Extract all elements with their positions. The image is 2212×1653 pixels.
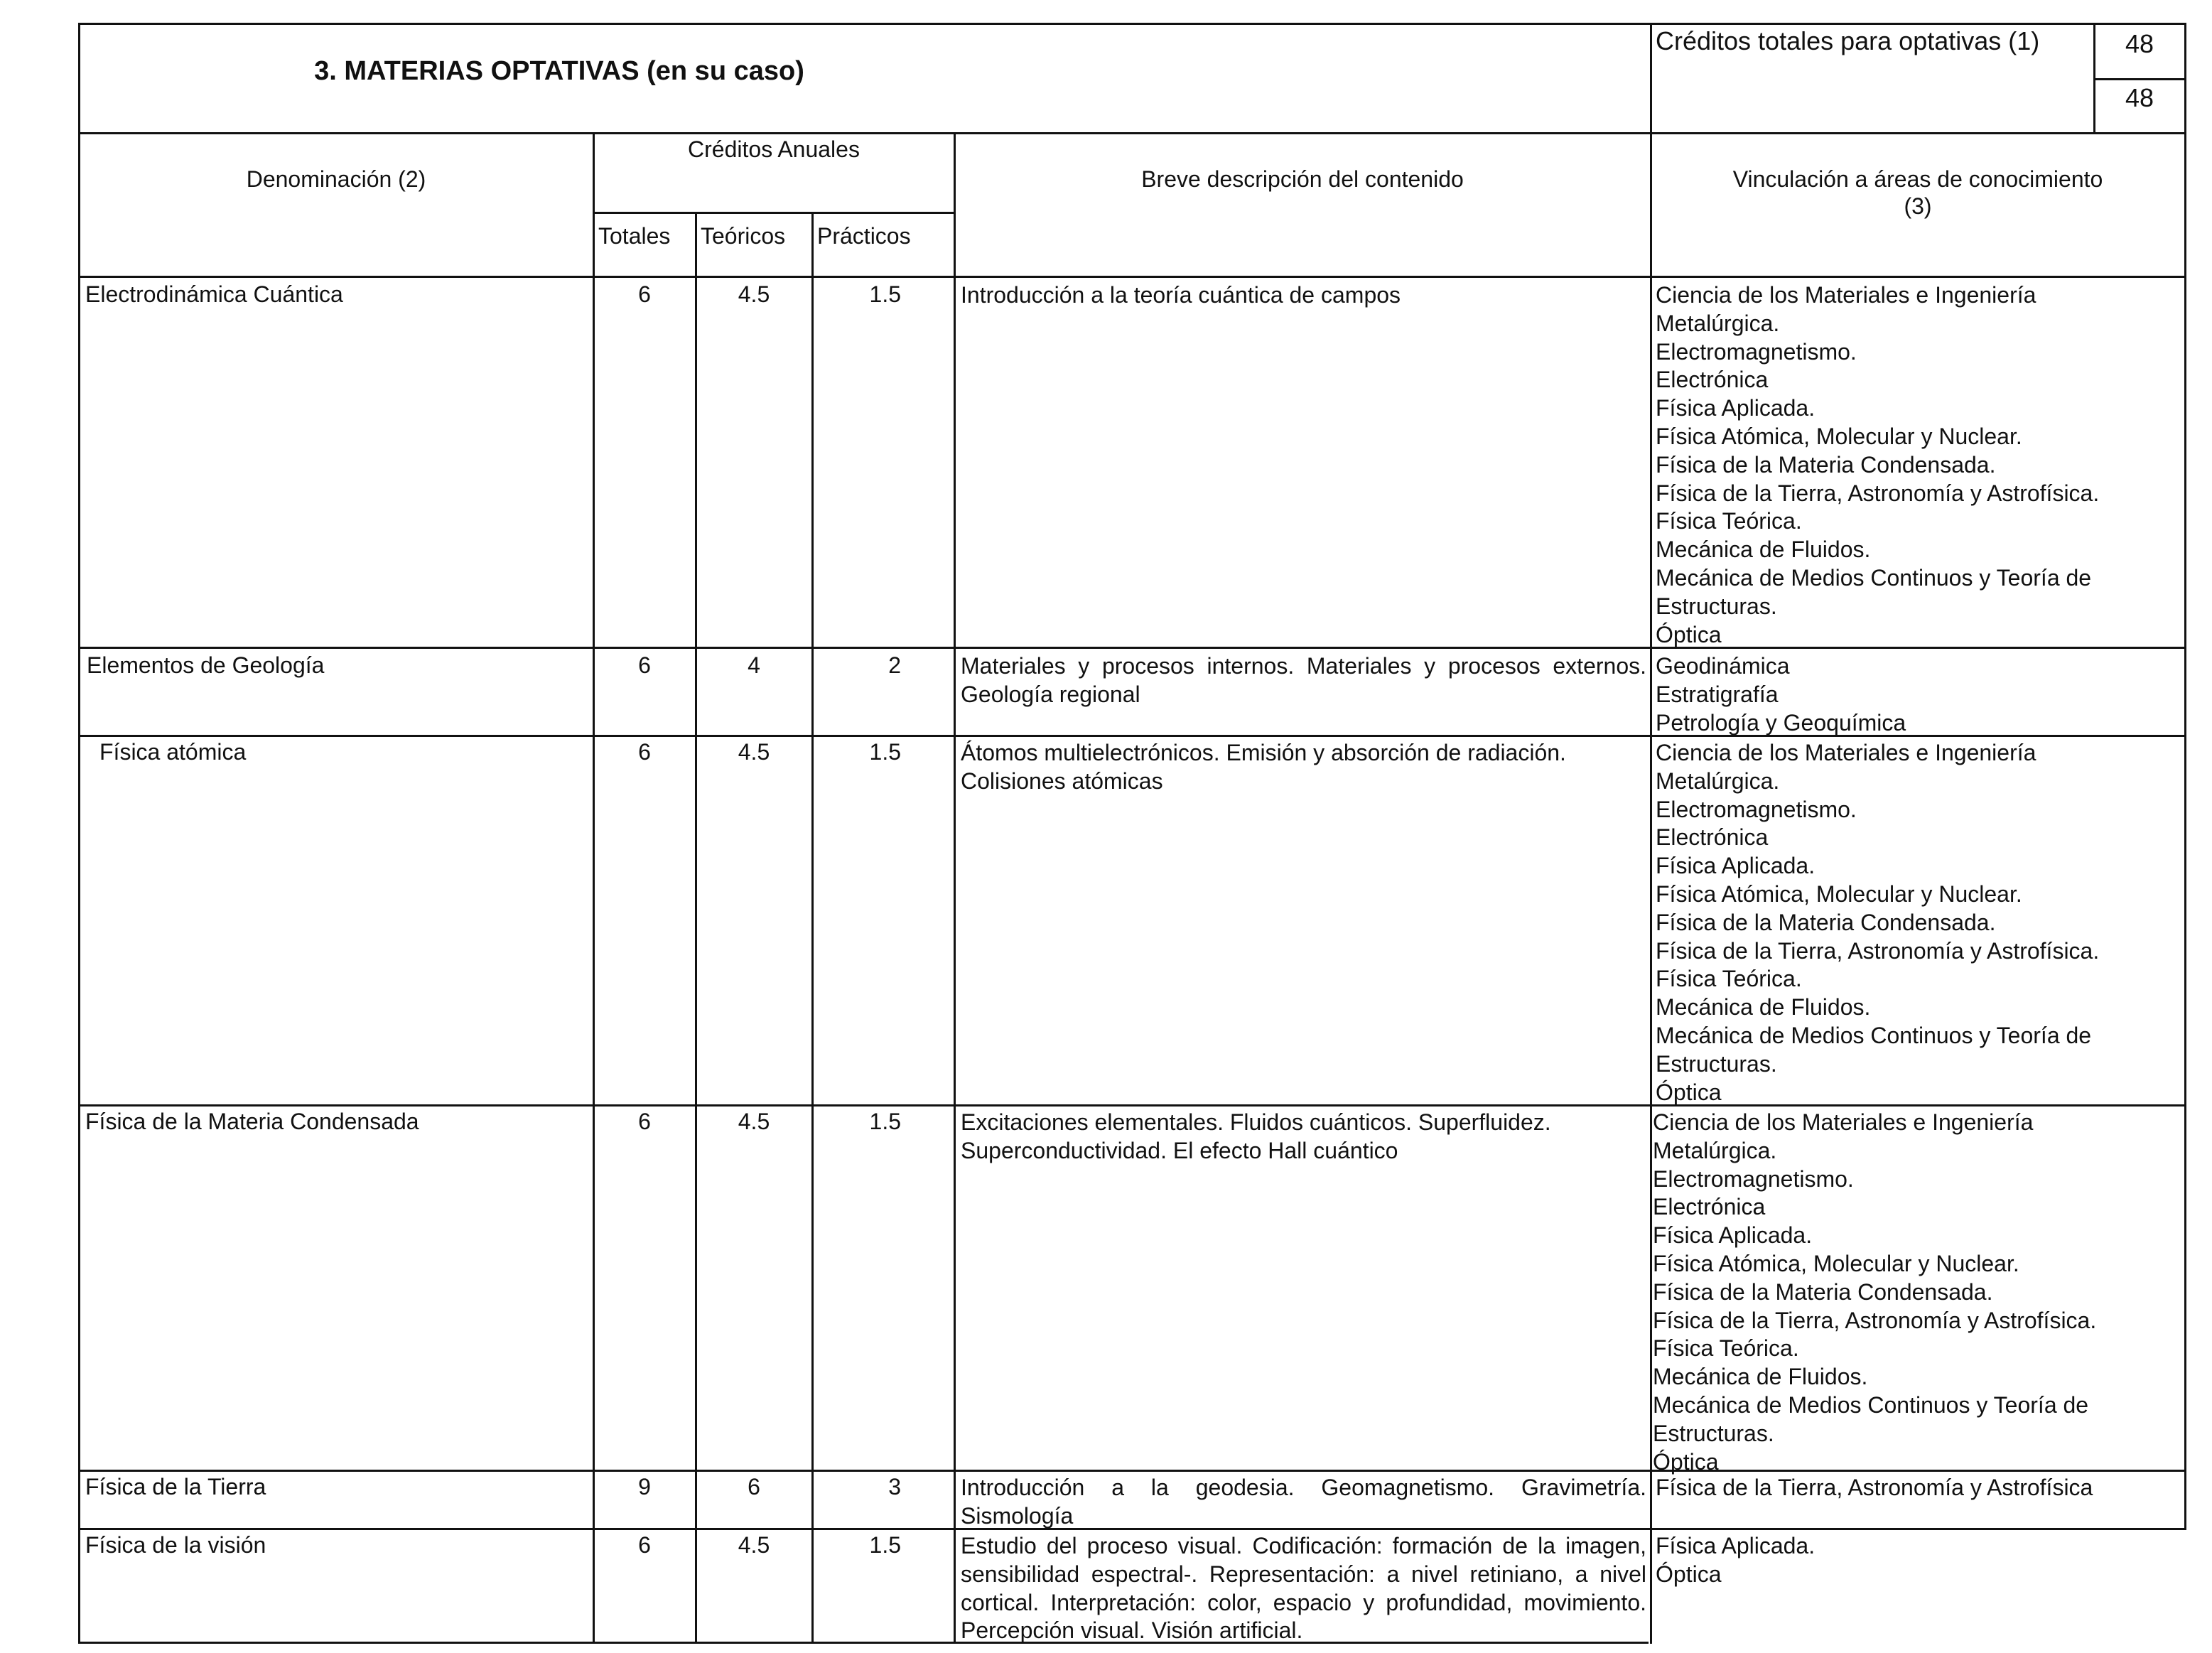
subject-name: Elementos de Geología: [87, 652, 325, 678]
knowledge-area-item: Estructuras.: [1656, 1050, 1777, 1077]
credits-practicos: 1.5: [869, 281, 901, 307]
knowledge-areas: [1653, 1109, 2182, 1476]
subject-name: Física de la visión: [85, 1532, 266, 1558]
credits-practicos: 1.5: [869, 1109, 901, 1134]
knowledge-area-item: Electrónica: [1653, 1194, 1766, 1220]
knowledge-area-item: Metalúrgica.: [1653, 1137, 1777, 1163]
knowledge-area-item: Ciencia de los Materiales e Ingeniería: [1653, 1109, 2034, 1135]
knowledge-area-item: Ciencia de los Materiales e Ingeniería: [1656, 282, 2036, 308]
column-header-vinculacion-note: (3): [1904, 193, 1932, 219]
knowledge-areas: [1656, 281, 2181, 649]
knowledge-area-item: Electrónica: [1656, 824, 1769, 851]
subject-name: Física de la Tierra: [85, 1474, 266, 1499]
knowledge-area-item: Física Atómica, Molecular y Nuclear.: [1653, 1250, 2019, 1276]
subject-description: Introducción a la geodesia. Geomagnetismo. Gravimetría. Sismología: [961, 1475, 1646, 1529]
column-header-creditos-anuales: Créditos Anuales: [688, 136, 860, 162]
column-header-practicos: Prácticos: [817, 223, 911, 249]
knowledge-area-item: Óptica: [1656, 1561, 1722, 1587]
credits-practicos: 1.5: [869, 1532, 901, 1558]
knowledge-area-item: Física Teórica.: [1653, 1335, 1799, 1362]
credits-totales: 6: [638, 1532, 651, 1558]
knowledge-areas: [1656, 739, 2181, 1107]
credits-teoricos: 4.5: [738, 739, 770, 765]
knowledge-area-item: Electromagnetismo.: [1656, 796, 1857, 822]
knowledge-area-item: Geodinámica: [1656, 653, 1790, 679]
knowledge-areas: [1656, 1474, 2181, 1502]
credits-teoricos: 6: [748, 1474, 760, 1499]
subject-description: Átomos multielectrónicos. Emisión y absorción de radiación. Colisiones atómicas: [961, 740, 1566, 794]
knowledge-area-item: Metalúrgica.: [1656, 768, 1780, 794]
knowledge-area-item: Física de la Tierra, Astronomía y Astrofísica.: [1656, 480, 2100, 506]
subject-name: Electrodinámica Cuántica: [85, 281, 343, 307]
knowledge-area-item: Física de la Materia Condensada.: [1656, 909, 1996, 935]
knowledge-area-item: Óptica: [1653, 1448, 1719, 1475]
knowledge-area-item: Física Aplicada.: [1656, 1533, 1816, 1558]
knowledge-area-item: Física de la Materia Condensada.: [1656, 451, 1996, 478]
knowledge-area-item: Física Teórica.: [1656, 508, 1802, 534]
subject-description: Introducción a la teoría cuántica de campos: [961, 282, 1401, 308]
column-header-denominacion: Denominación (2): [246, 166, 426, 192]
credits-totales: 6: [638, 739, 651, 765]
knowledge-area-item: Estructuras.: [1656, 593, 1777, 619]
knowledge-area-item: Física Aplicada.: [1656, 395, 1816, 421]
credits-total-label: Créditos totales para optativas (1): [1656, 26, 2040, 55]
knowledge-area-item: Física de la Tierra, Astronomía y Astrofísica.: [1656, 937, 2100, 964]
knowledge-area-item: Óptica: [1656, 621, 1722, 647]
knowledge-area-item: Física de la Tierra, Astronomía y Astrofísica.: [1653, 1307, 2097, 1333]
credits-teoricos: 4: [748, 652, 760, 678]
knowledge-area-item: Estratigrafía: [1656, 681, 1779, 707]
subject-description: Estudio del proceso visual. Codificación: formación de la imagen, sensibilidad espectral-. Representación: a nivel retiniano, a nivel cortical. Interpretación: color, espacio y profundidad, movimiento. Percepción visual. Visión artificial.: [961, 1533, 1646, 1644]
credits-totales: 9: [638, 1474, 651, 1499]
credits-totales: 6: [638, 1109, 651, 1134]
knowledge-area-item: Estructuras.: [1653, 1420, 1774, 1446]
credits-totales: 6: [638, 281, 651, 307]
knowledge-area-item: Física de la Materia Condensada.: [1653, 1278, 1993, 1305]
credits-practicos: 3: [888, 1474, 901, 1499]
page-title: 3. MATERIAS OPTATIVAS (en su caso): [314, 56, 804, 86]
credits-teoricos: 4.5: [738, 1109, 770, 1134]
knowledge-area-item: Mecánica de Medios Continuos y Teoría de: [1656, 1022, 2092, 1048]
knowledge-area-item: Ciencia de los Materiales e Ingeniería: [1656, 740, 2036, 765]
subject-name: Física atómica: [99, 739, 247, 765]
knowledge-area-item: Electromagnetismo.: [1656, 338, 1857, 365]
knowledge-area-item: Física Teórica.: [1656, 966, 1802, 992]
knowledge-area-item: Mecánica de Medios Continuos y Teoría de: [1653, 1391, 2089, 1418]
knowledge-area-item: Física de la Tierra, Astronomía y Astrofísica: [1656, 1475, 2093, 1500]
knowledge-area-item: Petrología y Geoquímica: [1656, 709, 1906, 736]
credits-practicos: 1.5: [869, 739, 901, 765]
knowledge-area-item: Física Aplicada.: [1653, 1222, 1813, 1249]
knowledge-areas: [1656, 1532, 2181, 1589]
knowledge-area-item: Mecánica de Fluidos.: [1656, 994, 1871, 1021]
subject-description: Excitaciones elementales. Fluidos cuánticos. Superfluidez. Superconductividad. El efecto Hall cuántico: [961, 1109, 1551, 1163]
knowledge-area-item: Física Atómica, Molecular y Nuclear.: [1656, 423, 2022, 449]
credits-totales: 6: [638, 652, 651, 678]
knowledge-area-item: Óptica: [1656, 1079, 1722, 1105]
knowledge-area-item: Física Atómica, Molecular y Nuclear.: [1656, 881, 2022, 907]
knowledge-area-item: Mecánica de Fluidos.: [1656, 537, 1871, 563]
subject-name: Física de la Materia Condensada: [85, 1109, 419, 1134]
column-header-totales: Totales: [598, 223, 671, 249]
knowledge-areas: [1656, 652, 2181, 737]
knowledge-area-item: Mecánica de Fluidos.: [1653, 1364, 1868, 1390]
knowledge-area-item: Electrónica: [1656, 367, 1769, 393]
credits-teoricos: 4.5: [738, 281, 770, 307]
subject-description: Materiales y procesos internos. Materiales y procesos externos. Geología regional: [961, 653, 1646, 707]
knowledge-area-item: Metalúrgica.: [1656, 310, 1780, 336]
column-header-vinculacion: Vinculación a áreas de conocimiento: [1732, 166, 2103, 192]
credits-total-value: 48: [2125, 83, 2154, 112]
column-header-descripcion: Breve descripción del contenido: [1141, 166, 1464, 192]
credits-practicos: 2: [888, 652, 901, 678]
knowledge-area-item: Electromagnetismo.: [1653, 1165, 1854, 1192]
knowledge-area-item: Mecánica de Medios Continuos y Teoría de: [1656, 564, 2092, 591]
credits-total-value: 48: [2125, 29, 2154, 58]
column-header-teoricos: Teóricos: [701, 223, 786, 249]
knowledge-area-item: Física Aplicada.: [1656, 853, 1816, 879]
credits-teoricos: 4.5: [738, 1532, 770, 1558]
